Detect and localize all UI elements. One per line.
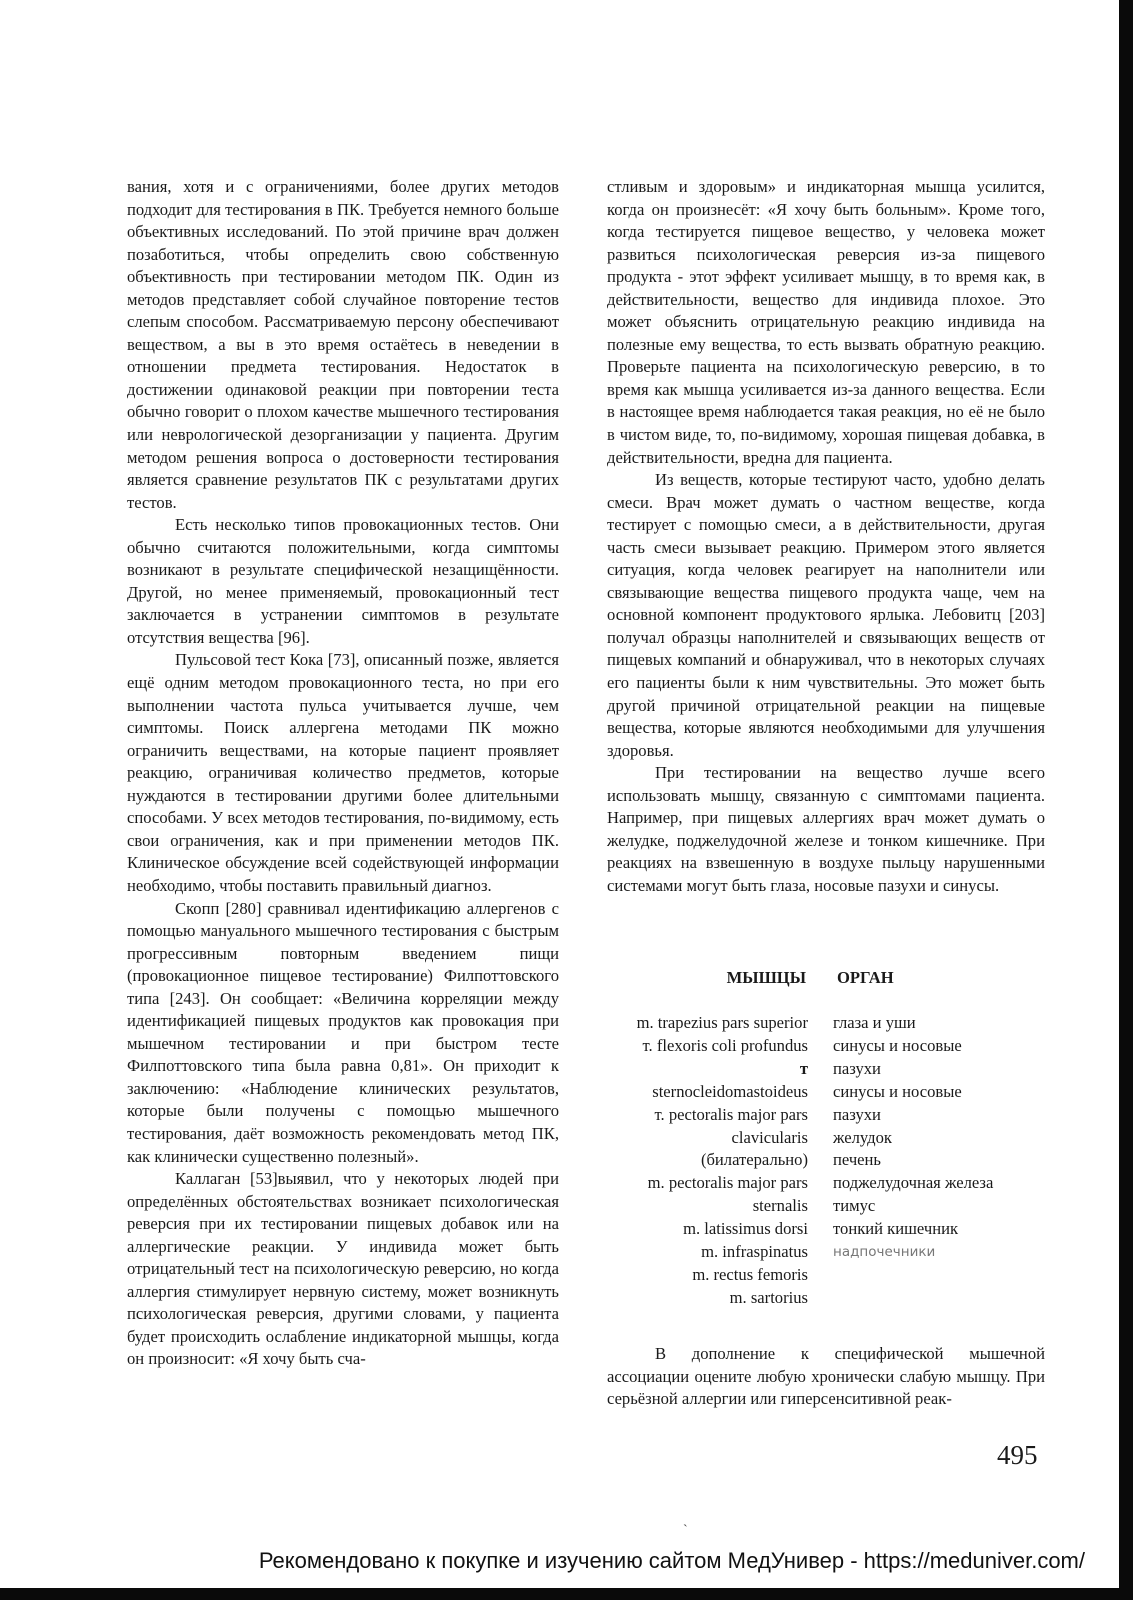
organ-entry: печень [833,1150,881,1170]
muscle-entry: m. rectus femoris [692,1264,808,1284]
footer-watermark-text: Рекомендовано к покупке и изучению сайтом МедУнивер - https://meduniver.com/ [258,1548,1085,1573]
after-table-text [607,1343,1045,1411]
header-organ: ОРГАН [837,968,894,987]
page-number: 495 [997,1440,1038,1470]
paragraph: стливым и здоровым» и индикаторная мышца усилится, когда он произнесёт: «Я хочу быть больным». Кроме того, когда тестируется пищевое вещество, у человека может развиться психологическая реверсия из-за пищевого продукта - этот эффект усиливает мышцу, в то время как, в действительности, вещество для индивида плохое. Это может объяснить отрицательную реакцию индивида на полезные ему вещества, то есть вызвать обратную реакцию. Проверьте пациента на психологическую реверсию, в то время как мышца усиливается из-за данного вещества. Если в настоящее время наблюдается такая реакция, но её не было в чистом виде, то, по-видимому, хорошая пищевая добавка, в действительности, вредна для пациента. [607,177,1045,467]
organ-entry: поджелудочная железа [833,1173,994,1193]
paragraph: вания, хотя и с ограничениями, более других методов подходит для тестирования в ПК. Требуется немного больше объективных исследований. По этой причине врач должен позаботиться, чтобы определить свою собственную объективность при тестировании методом ПК. Один из методов представляет собой случайное повторение тестов слепым способом. Рассматриваемую персону обеспечивают веществом, а вы в это время остаётесь в неведении в отношении предмета тестирования. Недостаток в достижении одинаковой реакции при повторении теста обычно говорит о плохом качестве мышечного тестирования или неврологической дезорганизации у пациента. Другим методом решения вопроса о достоверности тестирования является сравнение результатов ПК с результатами других тестов. [127,177,559,512]
right-column [607,176,1045,898]
muscle-entry: т. flexoris coli profundus [642,1035,808,1055]
header-muscles: МЫШЦЫ [726,968,806,987]
muscle-entry: m. sartorius [729,1287,808,1307]
table-header [600,968,1050,994]
muscle-entry: т [799,1058,808,1078]
paragraph: Есть несколько типов провокационных тестов. Они обычно считаются положительными, когда симптомы возникают в результате специфической незащищённости. Другой, но менее применяемый, провокационный тест заключается в устранении симптомов в результате отсутствия вещества [96]. [127,515,559,647]
paragraph: В дополнение к специфической мышечной ассоциации оцените любую хронически слабую мышцу. При серьёзной аллергии или гиперсенситивной реак- [607,1344,1045,1409]
muscle-entry: т. pectoralis major pars [654,1104,808,1124]
scan-edge-right [1119,0,1133,1600]
muscle-entry: sternalis [752,1196,808,1216]
muscle-entry: m. pectoralis major pars [647,1173,808,1193]
scan-edge-bottom [0,1588,1133,1600]
muscle-entry: clavicularis [731,1127,808,1147]
left-column [127,176,559,1371]
organ-entry: глаза и уши [833,1013,916,1032]
organ-entry: синусы и носовые [833,1035,962,1055]
scan-speck: ` [683,1523,688,1538]
organ-entry: тонкий кишечник [833,1219,959,1239]
organ-entry: пазухи [833,1104,881,1124]
muscle-entry: sternocleidomastoideus [652,1081,808,1101]
organ-entry: пазухи [833,1058,881,1078]
muscles-column [600,1012,808,1310]
organ-entry: надпочечники [833,1244,936,1261]
muscle-entry: (билатерально) [700,1150,808,1170]
organ-entry: синусы и носовые [833,1081,962,1101]
muscle-entry: m. latissimus dorsi [683,1219,808,1239]
muscle-entry: m. trapezius pars superior [636,1013,808,1032]
paragraph: При тестировании на вещество лучше всего использовать мышцу, связанную с симптомами пациента. Например, при пищевых аллергиях врач может думать о желудке, поджелудочной железе и тонком кишечнике. При реакциях на взвешенную в воздухе пыльцу нарушенными системами могут быть глаза, носовые пазухи и синусы. [607,763,1045,895]
muscle-entry: m. infraspinatus [701,1242,808,1262]
paragraph: Скопп [280] сравнивал идентификацию аллергенов с помощью мануального мышечного тестирования с быстрым прогрессивным повторным введением пищи (провокационное пищевое тестирование) Филпоттовского типа [243]. Он сообщает: «Величина корреляции между идентификацией пищевых продуктов как провокация при мышечном тестировании и при быстром тесте Филпоттовского типа была равна 0,81». Он приходит к заключению: «Наблюдение клинических результатов, которые были получены с помощью мышечного тестирования, даёт возможность рекомендовать метод ПК, как клинически существенно полезный». [127,898,559,1166]
organs-column [833,1012,1053,1264]
paragraph: Из веществ, которые тестируют часто, удобно делать смеси. Врач может думать о частном веществе, когда тестирует с помощью смеси, а в действительности, другая часть смеси вызывает реакцию. Примером этого является ситуация, когда человек реагирует на наполнители или связывающие вещества пищевого продукта чаще, чем на основной компонент продуктового ярлыка. Лебовитц [203] получал образцы наполнителей и связывающих веществ от пищевых компаний и обнаруживал, что в некоторых случаях его пациенты были к ним чувствительны. Это может быть другой причиной отрицательной реакции на пищевые вещества, которые являются необходимыми для улучшения здоровья. [607,470,1045,760]
organ-entry: тимус [833,1196,876,1216]
organ-entry: желудок [833,1127,892,1147]
paragraph: Каллаган [53]выявил, что у некоторых людей при определённых обстоятельствах возникает психологическая реверсия при их тестировании пищевых добавок или на аллергические реакции. У индивида может быть отрицательный тест на психологическую реверсию, но когда аллергия стимулирует нервную систему, может возникнуть психологическая реверсия, другими словами, у пациента будет происходить ослабление индикаторной мышцы, когда он произносит: «Я хочу быть сча- [127,1169,559,1369]
paragraph: Пульсовой тест Кока [73], описанный позже, является ещё одним методом провокационного теста, но при его выполнении частота пульса учитывается лучше, чем симптомы. Поиск аллергена методами ПК можно ограничить веществами, на которые пациент проявляет реакцию, ограничивая количество предметов, которые нуждаются в тестировании другими более длительными способами. У всех методов тестирования, по-видимому, есть свои ограничения, как и при применении методов ПК. Клиническое обсуждение всей содействующей информации необходимо, чтобы поставить правильный диагноз. [127,650,559,895]
